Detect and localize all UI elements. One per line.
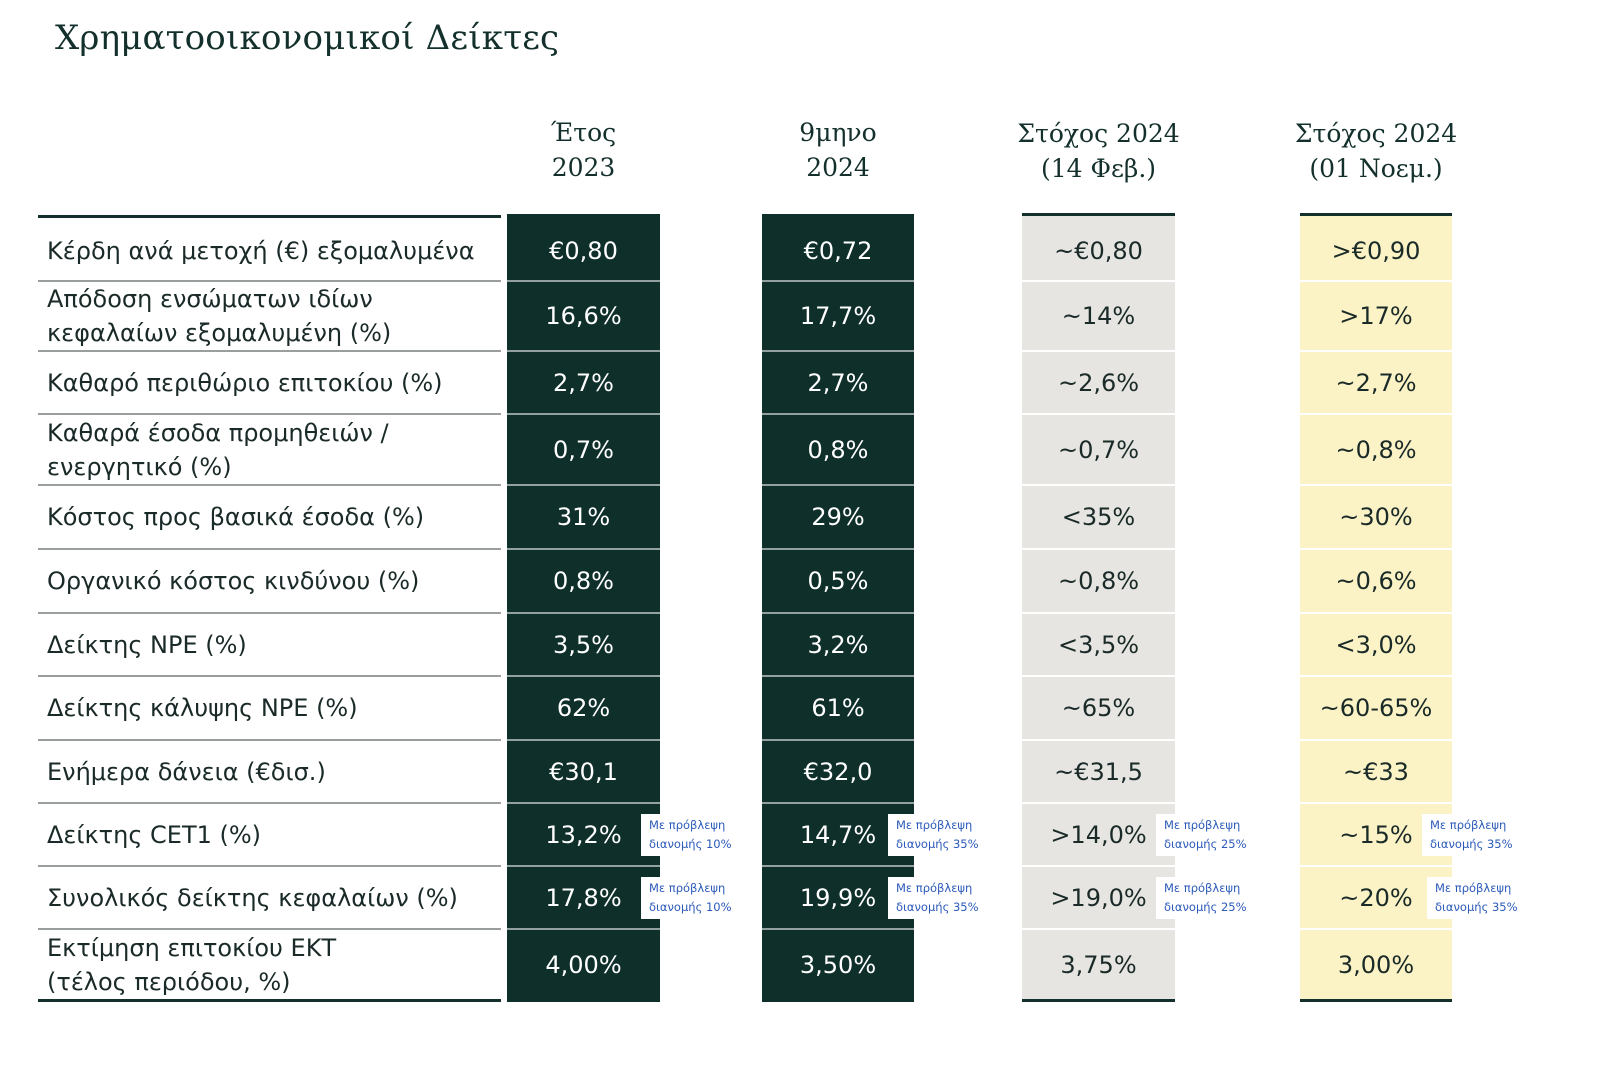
row-label-line: Συνολικός δείκτης κεφαλαίων (%)	[47, 883, 458, 912]
note-line: διανομής 25%	[1164, 837, 1247, 851]
row-label-text	[47, 818, 261, 852]
note-line: διανομής 35%	[896, 900, 979, 914]
value-cell: 2,7%	[553, 368, 614, 397]
value-cell: €32,0	[803, 757, 873, 786]
row-label-line: (τέλος περιόδου, %)	[47, 967, 291, 996]
value-cell: 31%	[556, 503, 611, 531]
row-label	[47, 281, 507, 351]
dividend-provision-note	[1156, 877, 1255, 919]
header-rule	[38, 215, 501, 218]
value-cell: 0,5%	[807, 567, 869, 595]
value-cell: <3,5%	[1057, 630, 1140, 659]
column-header-line: 9μηνο	[799, 118, 877, 147]
value-cell: 3,5%	[553, 630, 614, 659]
row-label	[47, 803, 507, 866]
value-cell: €0,80	[549, 236, 618, 265]
value-cell: 0,8%	[553, 567, 614, 595]
dividend-provision-note	[641, 814, 740, 856]
column-header-line: 2024	[806, 153, 870, 182]
value-cell: ~60-65%	[1319, 694, 1433, 722]
row-label	[47, 740, 507, 803]
value-cell: ~15%	[1339, 820, 1413, 849]
column-header	[467, 115, 700, 185]
row-label-line: κεφαλαίων εξομαλυμένη (%)	[47, 319, 392, 347]
value-cell: ~65%	[1061, 694, 1136, 722]
value-cell: >17%	[1339, 302, 1413, 330]
value-cell: <35%	[1061, 503, 1136, 531]
header-rule	[1300, 213, 1452, 216]
note-line: Με πρόβλεψη	[1164, 881, 1241, 895]
row-label	[47, 549, 507, 613]
note-line: Με πρόβλεψη	[1164, 818, 1241, 832]
row-label-text	[47, 282, 391, 350]
row-label-line: Κόστος προς βασικά έσοδα (%)	[47, 503, 425, 531]
row-label	[47, 220, 507, 281]
row-label-text	[47, 628, 247, 662]
header-rule	[1022, 213, 1175, 216]
value-cell: 4,00%	[545, 950, 622, 979]
note-line: διανομής 35%	[896, 837, 979, 851]
column-header-line: (14 Φεβ.)	[1040, 154, 1157, 183]
note-line: διανομής 25%	[1164, 900, 1247, 914]
column-header	[722, 115, 954, 185]
page-title: Χρηματοοικονομικοί Δείκτες	[55, 18, 560, 58]
value-cell: 17,7%	[799, 302, 877, 330]
row-label-line: Οργανικό κόστος κινδύνου (%)	[47, 567, 420, 595]
row-label-line: Εκτίμηση επιτοκίου ΕΚΤ	[47, 933, 337, 962]
row-label-text	[47, 234, 475, 268]
value-cell: 3,2%	[807, 630, 869, 659]
row-label-text	[47, 881, 458, 915]
row-label-text	[47, 691, 358, 725]
row-label	[47, 414, 507, 485]
note-line: Με πρόβλεψη	[896, 881, 973, 895]
row-label-line: ενεργητικό (%)	[47, 452, 232, 481]
value-cell: >€0,90	[1331, 236, 1421, 265]
value-cell: ~14%	[1061, 302, 1136, 330]
value-cell: ~30%	[1339, 503, 1413, 531]
column-header-line: Στόχος 2024	[1294, 119, 1458, 148]
row-label-text	[47, 931, 336, 999]
value-cell: 62%	[556, 694, 611, 722]
value-cell: 2,7%	[807, 368, 869, 397]
row-label-line: Ενήμερα δάνεια (€δισ.)	[47, 757, 326, 786]
value-cell: 16,6%	[545, 302, 622, 330]
note-line: Με πρόβλεψη	[1430, 818, 1507, 832]
row-label-line: Δείκτης CET1 (%)	[47, 820, 262, 849]
note-line: Με πρόβλεψη	[1435, 881, 1512, 895]
value-cell: ~0,6%	[1335, 567, 1417, 595]
value-cell: 29%	[811, 503, 865, 531]
dividend-provision-note	[641, 877, 740, 919]
column-header	[1260, 116, 1492, 186]
row-label-text	[47, 755, 326, 789]
note-line: διανομής 10%	[649, 837, 732, 851]
value-cell: 19,9%	[799, 883, 877, 912]
value-cell: 0,8%	[807, 435, 869, 464]
value-cell: €0,72	[803, 236, 873, 265]
value-cell: 17,8%	[545, 883, 622, 912]
column-header	[982, 116, 1215, 186]
row-label-text	[47, 564, 419, 598]
value-cell: €30,1	[549, 757, 618, 786]
dividend-provision-note	[888, 814, 987, 856]
row-label-line: Καθαρό περιθώριο επιτοκίου (%)	[47, 368, 443, 397]
value-cell: 3,75%	[1060, 950, 1137, 979]
dividend-provision-note	[1156, 814, 1255, 856]
row-label	[47, 351, 507, 414]
value-cell: >14,0%	[1050, 820, 1147, 849]
row-label	[47, 929, 507, 1000]
row-label-line: Καθαρά έσοδα προμηθειών /	[47, 418, 389, 447]
row-label-line: Δείκτης NPE (%)	[47, 630, 247, 659]
value-cell: ~€31,5	[1054, 757, 1143, 786]
column-header-line: (01 Νοεμ.)	[1309, 154, 1443, 183]
value-cell: ~20%	[1339, 883, 1413, 912]
note-line: Με πρόβλεψη	[896, 818, 973, 832]
row-label	[47, 613, 507, 676]
value-cell: ~0,8%	[1057, 567, 1140, 595]
value-cell: ~€0,80	[1054, 236, 1143, 265]
value-cell: 3,50%	[799, 950, 877, 979]
row-label-text	[47, 366, 443, 400]
value-cell: 61%	[811, 694, 865, 722]
value-cell: >19,0%	[1050, 883, 1147, 912]
row-label-text	[47, 500, 424, 534]
value-cell: ~2,7%	[1335, 368, 1417, 397]
value-cell: 13,2%	[545, 820, 622, 849]
value-cell: ~2,6%	[1057, 368, 1140, 397]
note-line: διανομής 35%	[1430, 837, 1513, 851]
row-label-line: Απόδοση ενσώματων ιδίων	[47, 285, 373, 313]
column-header-line: Στόχος 2024	[1017, 119, 1180, 148]
note-line: διανομής 35%	[1435, 900, 1518, 914]
row-label-text	[47, 416, 389, 484]
value-cell: ~€33	[1343, 757, 1409, 786]
row-label	[47, 485, 507, 549]
note-line: Με πρόβλεψη	[649, 881, 726, 895]
value-cell: <3,0%	[1335, 630, 1417, 659]
note-line: Με πρόβλεψη	[649, 818, 726, 832]
column-header-line: Έτος	[550, 118, 617, 147]
value-cell: ~0,8%	[1335, 435, 1417, 464]
dividend-provision-note	[888, 877, 987, 919]
column-header-line: 2023	[551, 153, 616, 182]
row-label	[47, 676, 507, 740]
row-label-line: Κέρδη ανά μετοχή (€) εξομαλυμένα	[47, 236, 475, 265]
value-cell: 3,00%	[1337, 950, 1415, 979]
row-label-line: Δείκτης κάλυψης NPE (%)	[47, 694, 358, 722]
dividend-provision-note	[1422, 814, 1521, 856]
value-cell: 14,7%	[799, 820, 877, 849]
value-cell: 0,7%	[553, 435, 614, 464]
note-line: διανομής 10%	[649, 900, 732, 914]
dividend-provision-note	[1427, 877, 1526, 919]
value-cell: ~0,7%	[1057, 435, 1140, 464]
row-label	[47, 866, 507, 929]
